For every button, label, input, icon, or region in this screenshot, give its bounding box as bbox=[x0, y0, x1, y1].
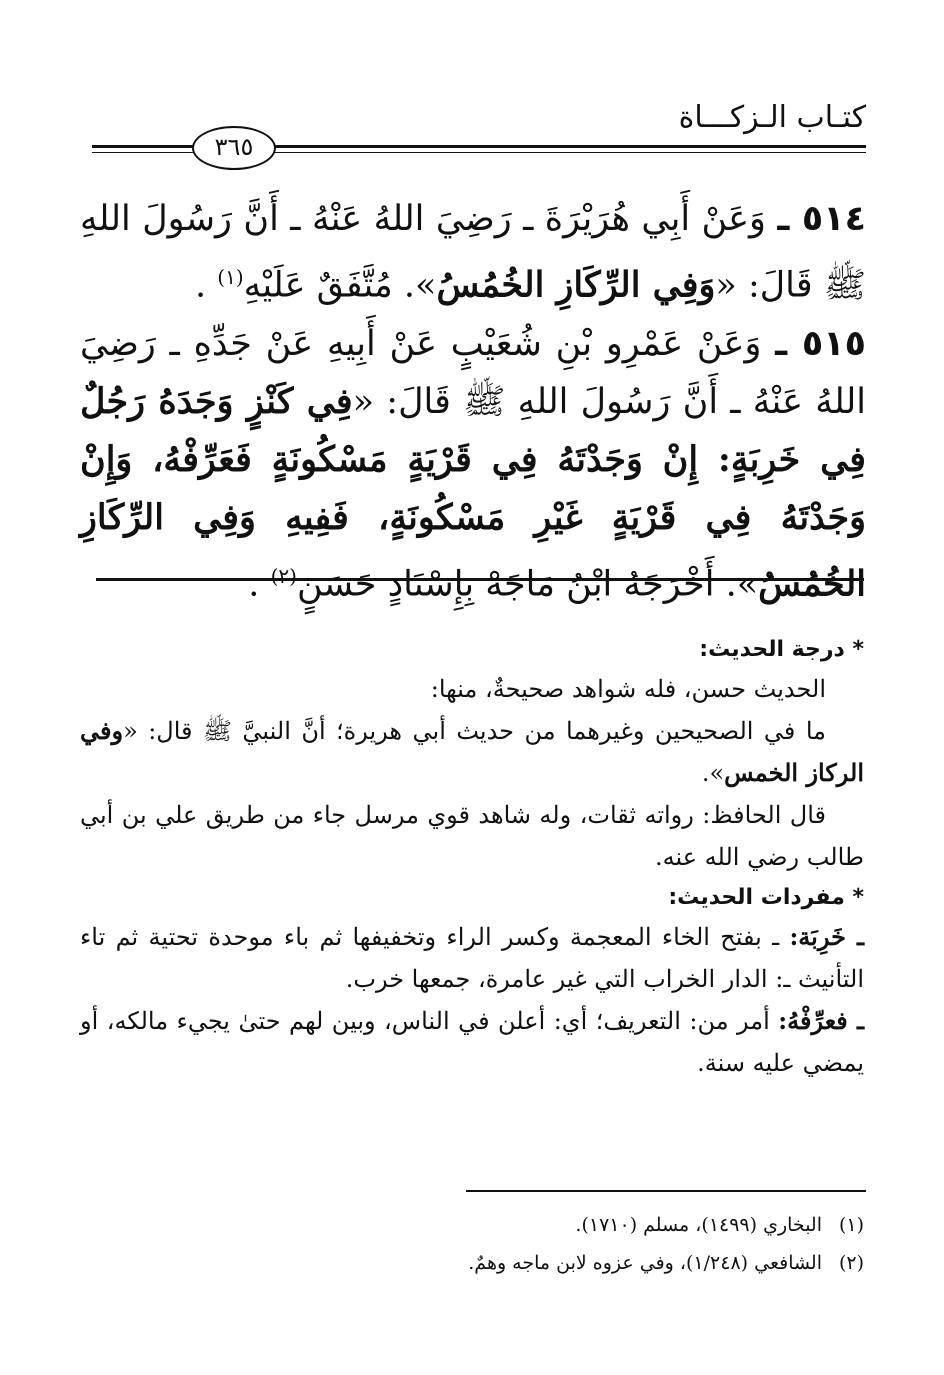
hadith-matn: وفي الركاز الخمس bbox=[80, 716, 864, 787]
vocab-entry bbox=[80, 1000, 864, 1084]
book-title: كتـاب الـزكـــاة bbox=[678, 100, 866, 135]
hadith-text: ». مُتَّفَقٌ عَلَيْهِ bbox=[243, 265, 437, 306]
vocab-heading: * مفردات الحديث: bbox=[668, 885, 864, 910]
grade-heading: * درجة الحديث: bbox=[699, 637, 864, 662]
footnote-text: الشافعي (١/٢٤٨)، وفي عزوه لابن ماجه وهمٌ. bbox=[468, 1252, 822, 1274]
hadith-text: وَعَنْ أَبِي هُرَيْرَةَ ـ رَضِيَ اللهُ عَنْهُ ـ أَنَّ رَسُولَ اللهِ ﷺ bbox=[80, 199, 866, 306]
hadith-section bbox=[80, 190, 866, 613]
hadith-number: ٥١٥ ـ bbox=[775, 323, 866, 364]
hadith-text: عَنْهُ ـ أَنَّ رَسُولَ اللهِ ﷺ قَالَ: « bbox=[352, 381, 803, 422]
footnote-mark: (٢) bbox=[838, 1252, 864, 1274]
hadith-515 bbox=[80, 315, 866, 614]
hadith-matn: وَفِي الرِّكَازِ الخُمُسُ bbox=[436, 264, 716, 306]
hadith-text: وَعَنْ عَمْرِو بْنِ شُعَيْبٍ عَنْ أَبِيهِ عَنْ جَدِّهِ ـ رَضِيَ اللهُ bbox=[80, 323, 866, 422]
footnote-mark: (١) bbox=[838, 1214, 864, 1236]
grade-paragraph bbox=[80, 710, 864, 794]
footnotes bbox=[80, 1206, 864, 1282]
grade-text: ». bbox=[701, 759, 725, 787]
footnote bbox=[80, 1206, 864, 1244]
running-header bbox=[92, 100, 866, 160]
grade-paragraph: قال الحافظ: رواته ثقات، وله شاهد قوي مرسل جاء من طريق علي بن أبي طالب رضي الله عنه. bbox=[80, 801, 864, 871]
hadith-end: . bbox=[195, 265, 207, 306]
section-divider bbox=[96, 578, 864, 581]
vocab-entry bbox=[80, 916, 864, 1000]
footnote-ref[interactable]: (١) bbox=[217, 265, 244, 289]
footnote-text: البخاري (١٤٩٩)، مسلم (١٧١٠). bbox=[575, 1214, 822, 1236]
footnote-ref[interactable]: (٢) bbox=[270, 563, 297, 588]
vocab-term: ـ فعرِّفْهُ: bbox=[778, 1006, 864, 1035]
hadith-end: . bbox=[248, 564, 260, 605]
hadith-text: ». أَخْرَجَهُ ابْنُ مَاجَهْ بِإِسْنَادٍ حَسَنٍ bbox=[296, 564, 759, 605]
hadith-number: ٥١٤ ـ bbox=[777, 199, 866, 239]
footnote-rule bbox=[466, 1190, 866, 1192]
hadith-text: قَالَ: « bbox=[715, 265, 813, 306]
vocab-definition: أمر من: التعريف؛ أي: أعلن في الناس، وبين لهم حتىٰ يجيء مالكه، أو يمضي عليه سنة. bbox=[80, 1007, 864, 1077]
hadith-514 bbox=[80, 190, 866, 315]
grade-text: ما في الصحيحين وغيرهما من حديث أبي هريرة؛ أنَّ النبيَّ ﷺ قال: « bbox=[123, 717, 826, 745]
vocab-term: ـ خَرِبَة: bbox=[789, 922, 864, 951]
footnote bbox=[80, 1244, 864, 1282]
grade-paragraph: الحديث حسن، فله شواهد صحيحةٌ، منها: bbox=[430, 675, 826, 703]
vocab-definition: ـ بفتح الخاء المعجمة وكسر الراء وتخفيفها ثم باء موحدة تحتية ثم تاء التأنيث ـ: الدار الخراب التي غير عامرة، جمعها خرب. bbox=[80, 923, 864, 993]
hadith-matn: فِي كَنْزٍ وَجَدَهُ رَجُلٌ فِي خَرِبَةٍ: إِنْ وَجَدْتَهُ فِي قَرْيَةٍ مَسْكُونَةٍ فَعَرِّفْهُ، وَإِنْ وَجَدْتَهُ فِي قَرْيَةٍ غَيْرِ مَسْكُونَةٍ، فَفِيهِ وَفِي الرِّكَازِ الخُمُسُ bbox=[80, 380, 866, 605]
commentary bbox=[80, 630, 864, 1084]
page-number: ٣٦٥ bbox=[192, 126, 276, 170]
